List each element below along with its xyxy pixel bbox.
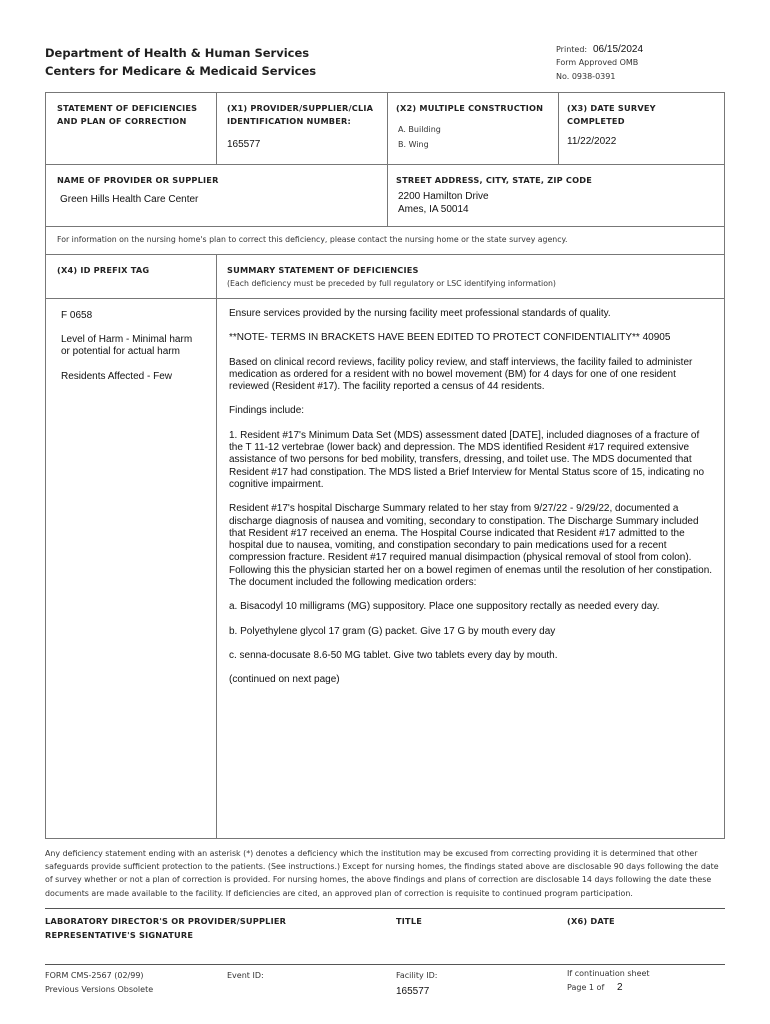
frame-bottom-line [45,838,725,839]
footnote: Any deficiency statement ending with an asterisk (*) denotes a deficiency which the institution may be excused from correcting providing it is determined that other safeguards provide sufficient protection to the patients. (See instructions.) Except for nursing homes, the findings stated above are disclosable 90 days following the date of survey whether or not a plan of correction is provided. For nursing homes, the above findings and plans of correction are disclosable 14 days following the date these documents are made available to the facility. If deficiencies are cited, an approved plan of correction is requisite to continued program participation. [45,849,719,898]
address-line-2: Ames, IA 50014 [398,204,469,215]
statement-label-1: STATEMENT OF DEFICIENCIES [57,103,198,113]
deficiency-tag: F 0658 [61,310,93,321]
x2-label: (X2) MULTIPLE CONSTRUCTION [396,103,544,113]
harm-level-line-1: Level of Harm - Minimal harm [61,334,193,345]
date-label: (X6) DATE [567,916,615,926]
row1-divider-1 [216,92,217,165]
table-divider [216,254,217,838]
signature-top-line [45,908,725,909]
printed-date: 06/15/2024 [593,44,644,55]
body-paragraph: 1. Resident #17's Minimum Data Set (MDS) assessment dated [DATE], included diagnoses of a fracture of the T 11-12 vertebrae (lower back) and depression. The MDS identified Resident #17 required extensive assistance of two persons for bed mobility, transfers, dressing, and toilet use. The MDS documented that Resident #17 had constipation. The MDS listed a Brief Interview for Mental Status score of 15, indicating no cognitive impairment. [229,429,705,490]
statement-label-2: AND PLAN OF CORRECTION [57,116,187,126]
title-label: TITLE [396,916,423,926]
provider-name-label: NAME OF PROVIDER OR SUPPLIER [57,175,219,185]
frame-right-line [724,92,725,838]
continuation-sheet: If continuation sheet [567,969,650,978]
form-number: FORM CMS-2567 (02/99) [45,971,144,980]
x3-label-2: COMPLETED [567,116,625,126]
x4-label: (X4) ID PREFIX TAG [57,265,150,275]
page-label: Page 1 of [567,983,605,992]
body-paragraph: Ensure services provided by the nursing facility meet professional standards of quality. [229,308,611,319]
x2-building: A. Building [398,125,441,134]
centers-title: Centers for Medicare & Medicaid Services [45,64,317,78]
deficiency-body [229,308,715,687]
row1-bottom-line [45,164,725,165]
facility-id-value: 165577 [396,986,430,997]
provider-id-value: 165577 [227,139,261,150]
info-note: For information on the nursing home's plan to correct this deficiency, please contact the nursing home or the state survey agency. [57,235,568,244]
body-paragraph: Findings include: [229,405,305,417]
body-paragraph: b. Polyethylene glycol 17 gram (G) packet. Give 17 G by mouth every day [229,625,556,637]
table-header-bottom-line [45,298,725,299]
body-paragraph: a. Bisacodyl 10 milligrams (MG) suppository. Place one suppository rectally as needed every day. [229,601,660,613]
x2-wing: B. Wing [398,140,429,149]
page-total: 2 [617,982,623,993]
frame-left-line [45,92,46,838]
harm-level-line-2: or potential for actual harm [61,346,180,357]
body-paragraph: **NOTE- TERMS IN BRACKETS HAVE BEEN EDITED TO PROTECT CONFIDENTIALITY** 40905 [229,332,671,344]
info-bottom-line [45,254,725,255]
frame-top-line [45,92,725,93]
continued-note: (continued on next page) [229,674,340,686]
x1-label-2: IDENTIFICATION NUMBER: [227,116,352,126]
signature-bottom-line [45,964,725,965]
previous-versions: Previous Versions Obsolete [45,985,154,994]
omb-number: No. 0938-0391 [556,72,616,81]
residents-affected: Residents Affected - Few [61,371,172,382]
row2-divider [387,164,388,226]
body-paragraph: c. senna-docusate 8.6-50 MG tablet. Give two tablets every day by mouth. [229,649,558,661]
facility-id-label: Facility ID: [396,971,438,980]
department-title: Department of Health & Human Services [45,46,310,60]
signature-label-2: REPRESENTATIVE'S SIGNATURE [45,930,194,940]
survey-date-value: 11/22/2022 [567,136,617,147]
body-paragraph: Resident #17's hospital Discharge Summary related to her stay from 9/27/22 - 9/29/22, documented a discharge diagnosis of nausea and vomiting, secondary to constipation. The Discharge Summary included that Resident #17 received an enema. The Hospital Course indicated that Resident #17 admitted to the hospital due to nausea, vomiting, and constipation secondary to pain medications used for a recent compression fracture. Resident #17 required manual disimpaction (physical removal of stool from colon). Following this the physician started her on a bowel regimen of enemas until the resolution of her constipation. The document included the following medication orders: [229,503,713,589]
summary-sub: (Each deficiency must be preceded by full regulatory or LSC identifying information) [227,279,556,288]
event-id-label: Event ID: [227,971,264,980]
form-approved: Form Approved OMB [556,58,639,67]
row2-bottom-line [45,226,725,227]
x1-label-1: (X1) PROVIDER/SUPPLIER/CLIA [227,103,374,113]
signature-label-1: LABORATORY DIRECTOR'S OR PROVIDER/SUPPLIER [45,916,287,926]
summary-label: SUMMARY STATEMENT OF DEFICIENCIES [227,265,419,275]
address-label: STREET ADDRESS, CITY, STATE, ZIP CODE [396,175,593,185]
body-paragraph: Based on clinical record reviews, facility policy review, and staff interviews, the facility failed to administer medication as ordered for a resident with no bowel movement (BM) for 4 days for one of one resident reviewed (Resident #17). The facility reported a census of 44 residents. [229,356,693,393]
row1-divider-3 [558,92,559,165]
x3-label-1: (X3) DATE SURVEY [567,103,656,113]
address-line-1: 2200 Hamilton Drive [398,191,489,202]
printed-label: Printed: [556,45,588,54]
row1-divider-2 [387,92,388,165]
provider-name-value: Green Hills Health Care Center [60,194,199,205]
